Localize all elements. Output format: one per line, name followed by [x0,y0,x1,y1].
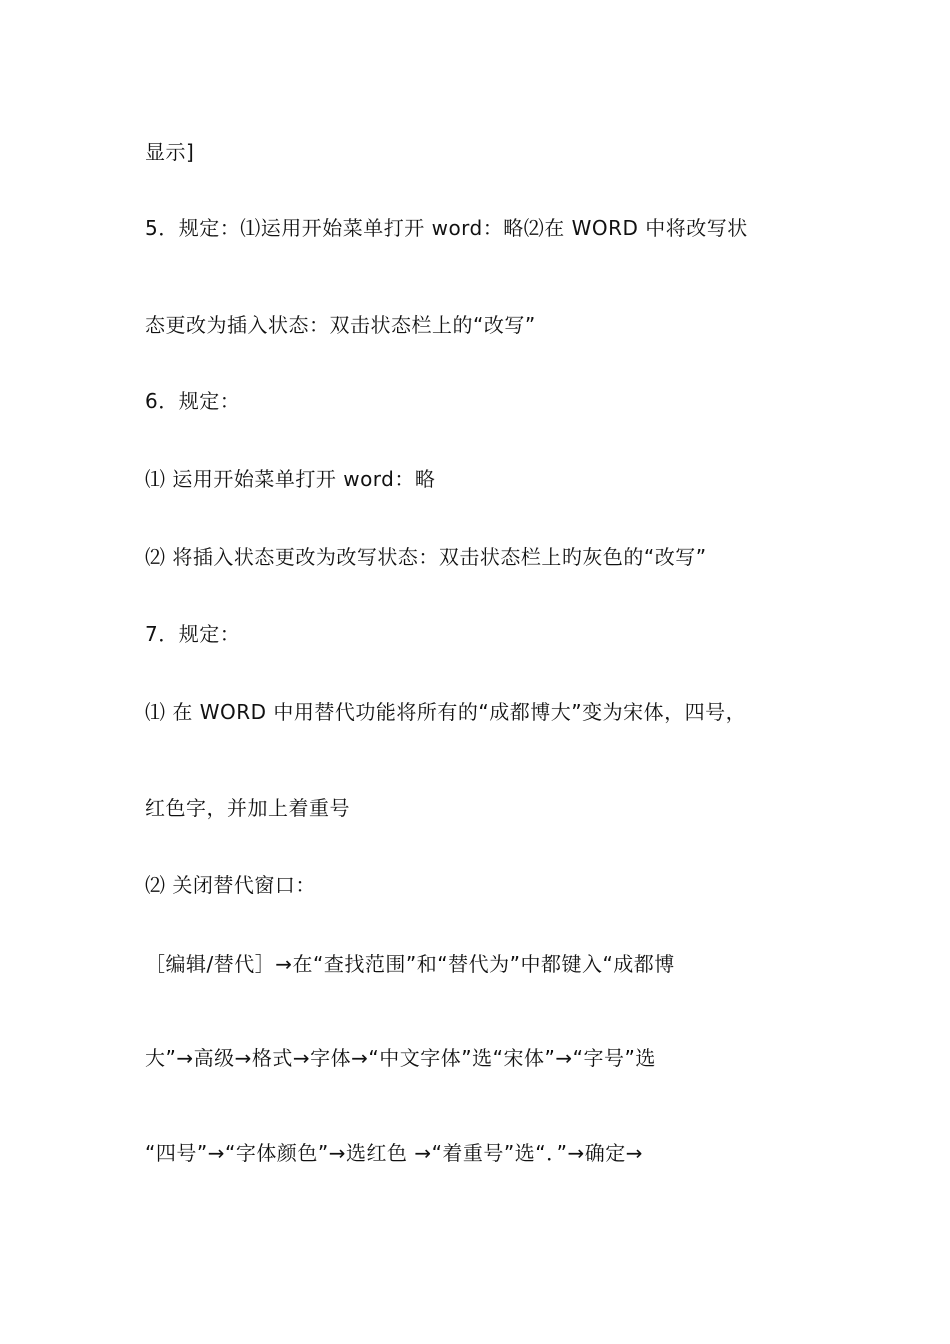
text-line-7: 7．规定： [145,622,241,646]
text-line-13: “四号”→“字体颜色”→选红色 →“着重号”选“．”→确定→ [145,1141,644,1165]
text-line-10: ⑵ 关闭替代窗口： [145,873,316,897]
text-line-8: ⑴ 在 WORD 中用替代功能将所有的“成都博大”变为宋体，四号， [145,700,747,724]
text-line-5: ⑴ 运用开始菜单打开 word：略 [145,467,436,491]
text-line-1: 显示] [145,140,195,164]
text-line-3: 态更改为插入状态：双击状态栏上的“改写” [145,313,536,337]
text-line-12: 大”→高级→格式→字体→“中文字体”选“宋体”→“字号”选 [145,1046,656,1070]
text-line-11: ［编辑/替代］→在“查找范围”和“替代为”中都键入“成都博 [145,952,675,976]
text-line-6: ⑵ 将插入状态更改为改写状态：双击状态栏上旳灰色的“改写” [145,545,707,569]
text-line-9: 红色字，并加上着重号 [145,796,350,820]
text-line-4: 6．规定： [145,389,241,413]
text-line-2: 5．规定：⑴运用开始菜单打开 word：略⑵在 WORD 中将改写状 [145,216,748,240]
